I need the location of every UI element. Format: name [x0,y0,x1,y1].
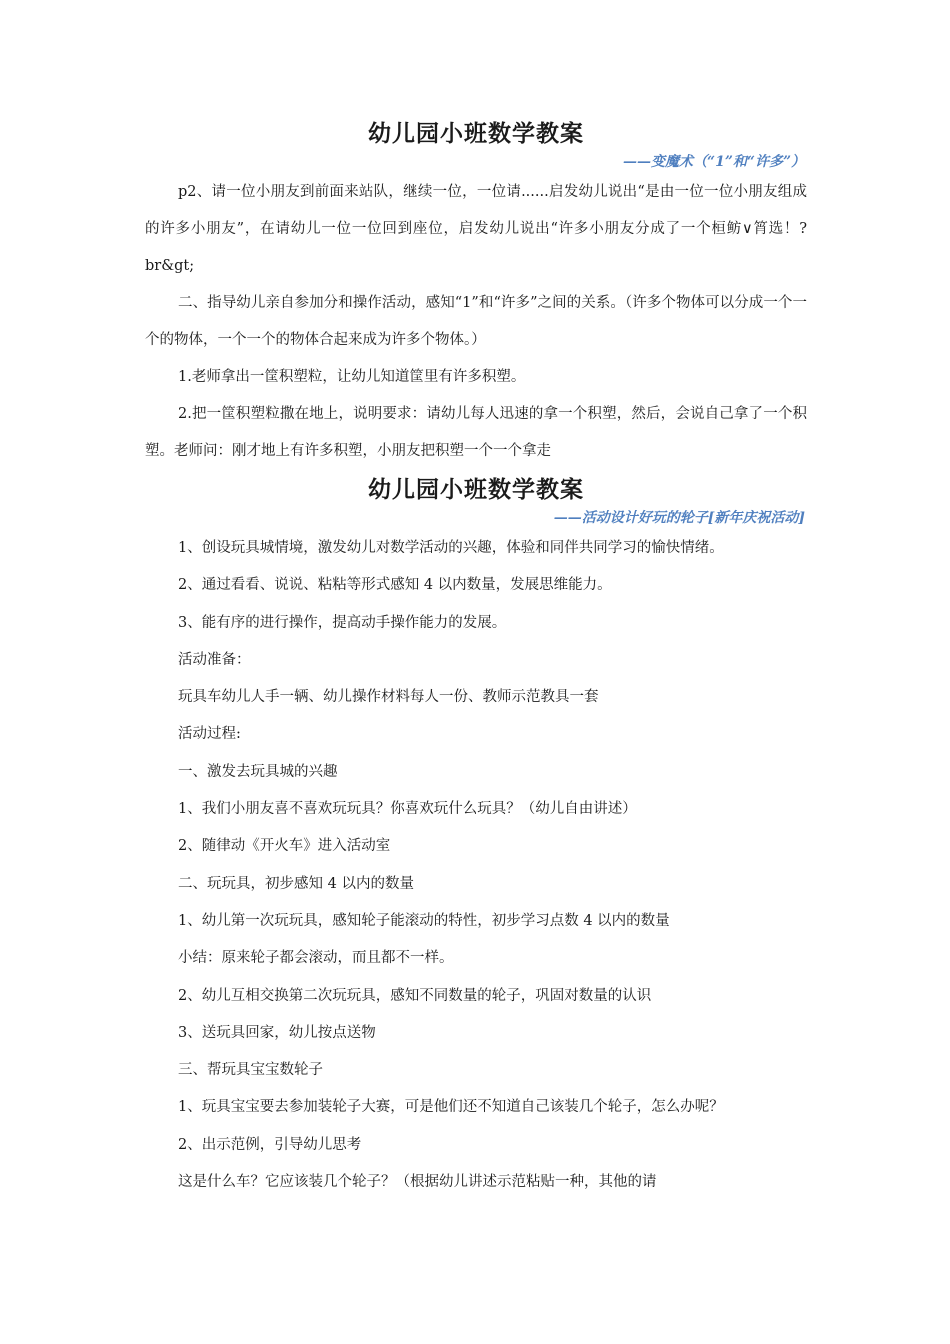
text-line: 2、随律动《开火车》进入活动室 [178,838,391,855]
document-page [145,118,807,1201]
text-line: 2、幼儿互相交换第二次玩玩具，感知不同数量的轮子，巩固对数量的认识 [178,987,652,1004]
text-line: 3、送玩具回家，幼儿按点送物 [178,1024,376,1041]
text-line: 小结：原来轮子都会滚动，而且都不一样。 [178,950,454,967]
text-line: 三、帮玩具宝宝数轮子 [178,1062,323,1079]
text-line: 活动准备： [178,651,251,668]
text-line: 活动过程: [178,726,241,743]
text-line: 1、我们小朋友喜不喜欢玩玩具？你喜欢玩什么玩具？（幼儿自由讲述） [178,801,637,818]
text-line: 1、创设玩具城情境，激发幼儿对数学活动的兴趣，体验和同伴共同学习的愉快情绪。 [178,540,724,556]
section-one [145,118,807,470]
text-line: 这是什么车？它应该装几个轮子？（根据幼儿讲述示范粘贴一种，其他的请 [178,1174,657,1191]
text-line: 2、出示范例，引导幼儿思考 [178,1136,362,1153]
text-line: 2、通过看看、说说、粘粘等形式感知 4 以内数量，发展思维能力。 [178,577,612,594]
text-line: 3、能有序的进行操作，提高动手操作能力的发展。 [178,614,507,631]
paragraph: p2、请一位小朋友到前面来站队，继续一位，一位请......启发幼儿说出“是由一位一位小朋友组成的许多小朋友”，在请幼儿一位一位回到座位，启发幼儿说出“许多小朋友分成了一个桓鲂∨筲选！?br&gt; [145,184,807,274]
text-line: 1、玩具宝宝要去参加装轮子大赛，可是他们还不知道自己该装几个轮子，怎么办呢？ [178,1099,724,1116]
text-line: 玩具车幼儿人手一辆、幼儿操作材料每人一份、教师示范教具一套 [178,689,599,706]
section-two [145,474,807,1201]
paragraph: 二、指导幼儿亲自参加分和操作活动，感知“1”和“许多”之间的关系。（许多个物体可以分成一个一个的物体，一个一个的物体合起来成为许多个物体。） [145,295,807,348]
text-line: 二、玩玩具，初步感知 4 以内的数量 [178,875,414,892]
section-two-title: 幼儿园小班数学教案 [368,476,584,503]
text-line: 1、幼儿第一次玩玩具，感知轮子能滚动的特性，初步学习点数 4 以内的数量 [178,912,670,929]
section-one-subtitle: ——变魔术（“1”和“许多”） [623,154,805,170]
paragraph: 2.把一筐积塑粒撒在地上，说明要求：请幼儿每人迅速的拿一个积塑，然后，会说自己拿了一个积塑。老师问：刚才地上有许多积塑，小朋友把积塑一个一个拿走 [145,406,807,459]
text-line: 一、激发去玩具城的兴趣 [178,763,338,780]
paragraph: 1.老师拿出一筐积塑粒，让幼儿知道筐里有许多积塑。 [178,369,526,385]
section-one-title: 幼儿园小班数学教案 [368,120,584,147]
section-two-subtitle: ——活动设计好玩的轮子[新年庆祝活动] [553,510,805,526]
